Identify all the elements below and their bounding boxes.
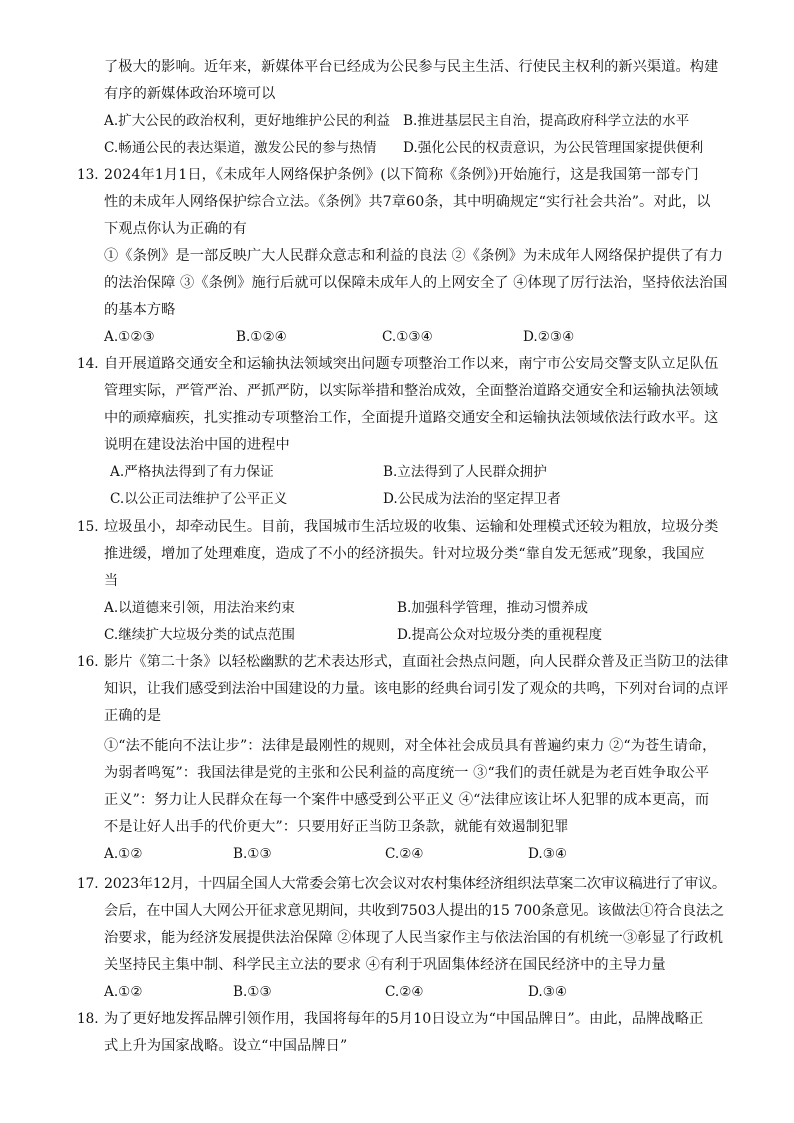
q14-stem-line: 管理实际，严管严治、严抓严防，以实际举措和整治成效，全面整治道路交通安全和运输执法领域 xyxy=(104,383,719,399)
q14-option-c: C.以公正司法维护了公平正义 xyxy=(110,491,288,507)
q14-number: 14. xyxy=(77,356,99,372)
q17-stem-line: 治要求，能为经济发展提供法治保障 ②体现了人民当家作主与依法治国的有机统一③彰显了行政机 xyxy=(104,930,723,946)
q16-statement-line: 不是让好人出手的代价更大”：只要用好正当防卫条款，就能有效遏制犯罪 xyxy=(104,819,569,835)
q14-option-a: A.严格执法得到了有力保证 xyxy=(110,464,274,480)
q16-number: 16. xyxy=(77,654,99,670)
q18-number: 18. xyxy=(77,1011,99,1027)
intro-line-1: 了极大的影响。近年来，新媒体平台已经成为公民参与民主生活、行使民主权利的新兴渠道。构建 xyxy=(104,59,719,75)
q15-stem-line: 当 xyxy=(104,573,119,589)
q13-statement-line: 的法治保障 ③《条例》施行后就可以保障未成年人的上网安全了 ④体现了厉行法治，坚持依法治国 xyxy=(104,275,728,291)
q16-stem-line: 影片《第二十条》以轻松幽默的艺术表达形式，直面社会热点问题，向人民群众普及正当防卫的法律 xyxy=(104,654,729,670)
q15-option-c: C.继续扩大垃圾分类的试点范围 xyxy=(104,627,295,643)
q13-option-d: D.②③④ xyxy=(523,329,575,345)
q16-statement-line: ①“法不能向不法让步”：法律是最刚性的规则，对全体社会成员具有普遍约束力 ②“为苍生请命， xyxy=(104,738,717,754)
q14-option-d: D.公民成为法治的坚定捍卫者 xyxy=(383,491,561,507)
q16-statement-line: 为弱者鸣冤”：我国法律是党的主张和公民利益的高度统一 ③“我们的责任就是为老百姓争取公平 xyxy=(104,765,710,781)
q17-option-a: A.①② xyxy=(104,984,143,1000)
q16-option-a: A.①② xyxy=(104,846,143,862)
q16-statement-line: 正义”：努力让人民群众在每一个案件中感受到公平正义 ④“法律应该让坏人犯罪的成本更高，而 xyxy=(104,792,710,808)
q13-option-b: B.①②④ xyxy=(236,329,287,345)
q18-stem-line: 为了更好地发挥品牌引领作用，我国将每年的5月10日设立为“中国品牌日”。由此，品牌战略正 xyxy=(104,1011,704,1027)
q17-stem-line: 关坚持民主集中制、科学民主立法的要求 ④有利于巩固集体经济在国民经济中的主导力量 xyxy=(104,957,666,973)
intro-option-a: A.扩大公民的政治权利，更好地维护公民的利益 xyxy=(104,113,391,129)
q14-option-b: B.立法得到了人民群众拥护 xyxy=(383,464,547,480)
q15-stem-line: 垃圾虽小，却牵动民生。目前，我国城市生活垃圾的收集、运输和处理模式还较为粗放，垃圾分类 xyxy=(104,519,719,535)
q16-stem-line: 正确的是 xyxy=(104,708,162,724)
q17-option-c: C.②④ xyxy=(385,984,424,1000)
q13-stem-line: 性的未成年人网络保护综合立法。《条例》共7章60条，其中明确规定“实行社会共治”。对此，以 xyxy=(104,194,711,210)
q13-stem-line: 下观点你认为正确的有 xyxy=(104,221,247,237)
q18-stem-line: 式上升为国家战略。设立“中国品牌日” xyxy=(104,1038,348,1054)
intro-option-b: B.推进基层民主自治，提高政府科学立法的水平 xyxy=(403,113,690,129)
q13-stem-line: 2024年1月1日，《未成年人网络保护条例》(以下简称《条例》)开始施行，这是我国第一部专门 xyxy=(104,167,699,183)
q15-option-a: A.以道德来引领，用法治来约束 xyxy=(104,600,295,616)
q17-number: 17. xyxy=(77,876,99,892)
q17-option-d: D.③④ xyxy=(528,984,568,1000)
q17-option-b: B.①③ xyxy=(233,984,272,1000)
q16-option-b: B.①③ xyxy=(233,846,272,862)
intro-option-c: C.畅通公民的表达渠道，激发公民的参与热情 xyxy=(104,140,377,156)
q13-number: 13. xyxy=(77,167,99,183)
q14-stem-line: 自开展道路交通安全和运输执法领域突出问题专项整治工作以来，南宁市公安局交警支队立足队伍 xyxy=(104,356,719,372)
q17-stem-line: 会后，在中国人大网公开征求意见期间，共收到7503人提出的15 700条意见。该做法①符合良法之 xyxy=(104,903,725,919)
q15-stem-line: 推进缓，增加了处理难度，造成了不小的经济损失。针对垃圾分类“靠自发无惩戒”现象，我国应 xyxy=(104,546,705,562)
q14-stem-line: 中的顽瘴痼疾，扎实推动专项整治工作，全面提升道路交通安全和运输执法领域依法行政水平。这 xyxy=(104,410,719,426)
q16-option-c: C.②④ xyxy=(385,846,424,862)
q16-option-d: D.③④ xyxy=(528,846,568,862)
q15-number: 15. xyxy=(77,519,99,535)
q15-option-b: B.加强科学管理，推动习惯养成 xyxy=(397,600,589,616)
q17-stem-line: 2023年12月，十四届全国人大常委会第七次会议对农村集体经济组织法草案二次审议稿进行了审议。 xyxy=(104,876,726,892)
q16-stem-line: 知识，让我们感受到法治中国建设的力量。该电影的经典台词引发了观众的共鸣，下列对台词的点评 xyxy=(104,681,729,697)
q13-option-c: C.①③④ xyxy=(382,329,433,345)
q13-option-a: A.①②③ xyxy=(104,329,155,345)
q13-statement-line: 的基本方略 xyxy=(104,302,176,318)
q14-stem-line: 说明在建设法治中国的进程中 xyxy=(104,437,290,453)
q15-option-d: D.提高公众对垃圾分类的重视程度 xyxy=(397,627,603,643)
intro-option-d: D.强化公民的权责意识，为公民管理国家提供便利 xyxy=(403,140,704,156)
intro-line-2: 有序的新媒体政治环境可以 xyxy=(104,86,276,102)
q13-statement-line: ①《条例》是一部反映广大人民群众意志和利益的良法 ②《条例》为未成年人网络保护提供了有力 xyxy=(104,248,723,264)
